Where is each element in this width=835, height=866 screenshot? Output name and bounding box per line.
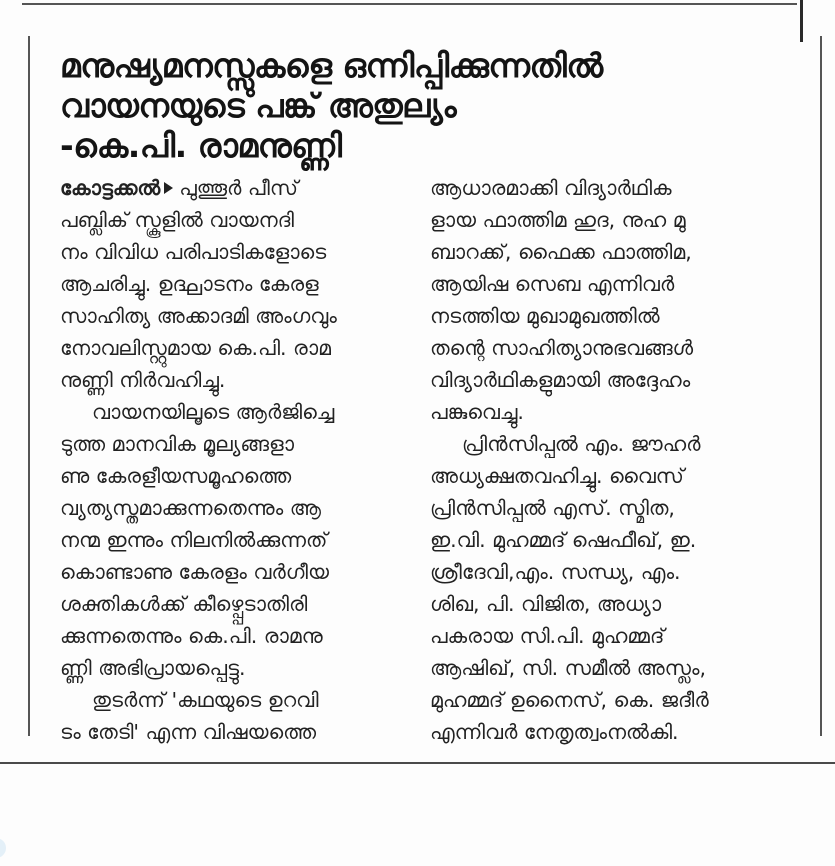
left-column [60,172,400,748]
headline-line: വായനയുടെ പങ്ക് അതുല്യം [60,86,457,125]
bottom-rule [0,762,835,764]
arrow-right-icon [164,182,173,194]
body-line: ടുത്ത മാനവിക മൂല്യങ്ങളാ [60,432,295,456]
dateline: കോട്ടക്കൽ [60,176,161,200]
body-line: നോവലിസ്റ്റുമായ കെ.പി. രാമ [60,336,331,360]
body-line: ബാറക്ക്, ഫൈക്ക ഫാത്തിമ, [430,240,692,264]
body-line: പ്രിൻസിപ്പൽ എസ്. സ്മിത, [430,496,675,520]
body-line: ആയിഷ സെബ എന്നിവർ [430,272,675,296]
body-line: നടത്തിയ മുഖാമുഖത്തിൽ [430,304,660,328]
headline-line: മനുഷ്യമനസ്സുകളെ ഒന്നിപ്പിക്കുന്നതിൽ [60,46,603,85]
body-line: സാഹിത്യ അക്കാദമി അംഗവും [60,304,337,328]
body-line: മുഹമ്മദ് ഉനൈസ്, കെ. ജദീർ [430,688,709,712]
body-line: ആധാരമാക്കി വിദ്യാർഥിക [430,176,672,200]
top-rule [22,3,797,5]
body-line: അധ്യക്ഷതവഹിച്ചു. വൈസ് [430,464,684,488]
body-line: വിദ്യാർഥികളുമായി അദ്ദേഹം [430,368,691,392]
body-line: ശക്തികൾക്ക് കീഴ്പ്പെടാതിരി [60,592,308,616]
body-line: നുണ്ണി നിർവഹിച്ചു. [60,368,226,392]
body-line: ശ്രീദേവി,എം. സന്ധ്യ, എം. [430,560,681,584]
right-column [430,172,790,748]
body-line: ക്കുന്നതെന്നും കെ.പി. രാമനു [60,624,323,648]
headline-line: -കെ.പി. രാമനുണ്ണി [60,126,342,165]
body-line: ടം തേടി' എന്ന വിഷയത്തെ [60,720,317,744]
body-line: വ്യത്യസ്തമാക്കുന്നതെന്നും ആ [60,496,321,520]
body-line: എന്നിവർ നേതൃത്വംനൽകി. [430,720,679,744]
body-line: നം വിവിധ പരിപാടികളോടെ [60,240,327,264]
body-line: തന്റെ സാഹിത്യാനുഭവങ്ങൾ [430,336,694,360]
edge-tab-icon [0,838,6,858]
body-line: തുടർന്ന് 'കഥയുടെ ഉറവി [92,688,319,712]
body-line: ണ്ണി അഭിപ്രായപ്പെട്ടു. [60,656,246,680]
body-line: നന്മ ഇന്നും നിലനിൽക്കുന്നത് [60,528,328,552]
body-line: പ്രിൻസിപ്പൽ എം. ജൗഹർ [462,432,701,456]
body-line: ആചരിച്ചു. ഉദ്ഘാടനം കേരള [60,272,319,296]
body-line: ആഷിഖ്, സി. സമീൽ അസ്ലം, [430,656,707,680]
headline [60,46,790,166]
body-line: പകരായ സി.പി. മുഹമ്മദ് [430,624,665,648]
body-line: വായനയിലൂടെ ആർജിച്ചെ [92,400,335,424]
body-line: കൊണ്ടാണു കേരളം വർഗീയ [60,560,329,584]
body-line [60,172,400,204]
body-line: ഇ.വി. മുഹമ്മദ് ഷെഫീഖ്, ഇ. [430,528,697,552]
body-line: ണു കേരളീയസമൂഹത്തെ [60,464,292,488]
body-line: പങ്കുവെച്ചു. [430,400,524,424]
body-text: പുത്തൂർ പീസ് [179,176,298,200]
body-line: ളായ ഫാത്തിമ ഹുദ, നുഹ മു [430,208,686,232]
body-line: പബ്ലിക് സ്കൂളിൽ വായനദി [60,208,294,232]
body-line: ശിഖ, പി. വിജിത, അധ്യാ [430,592,662,616]
